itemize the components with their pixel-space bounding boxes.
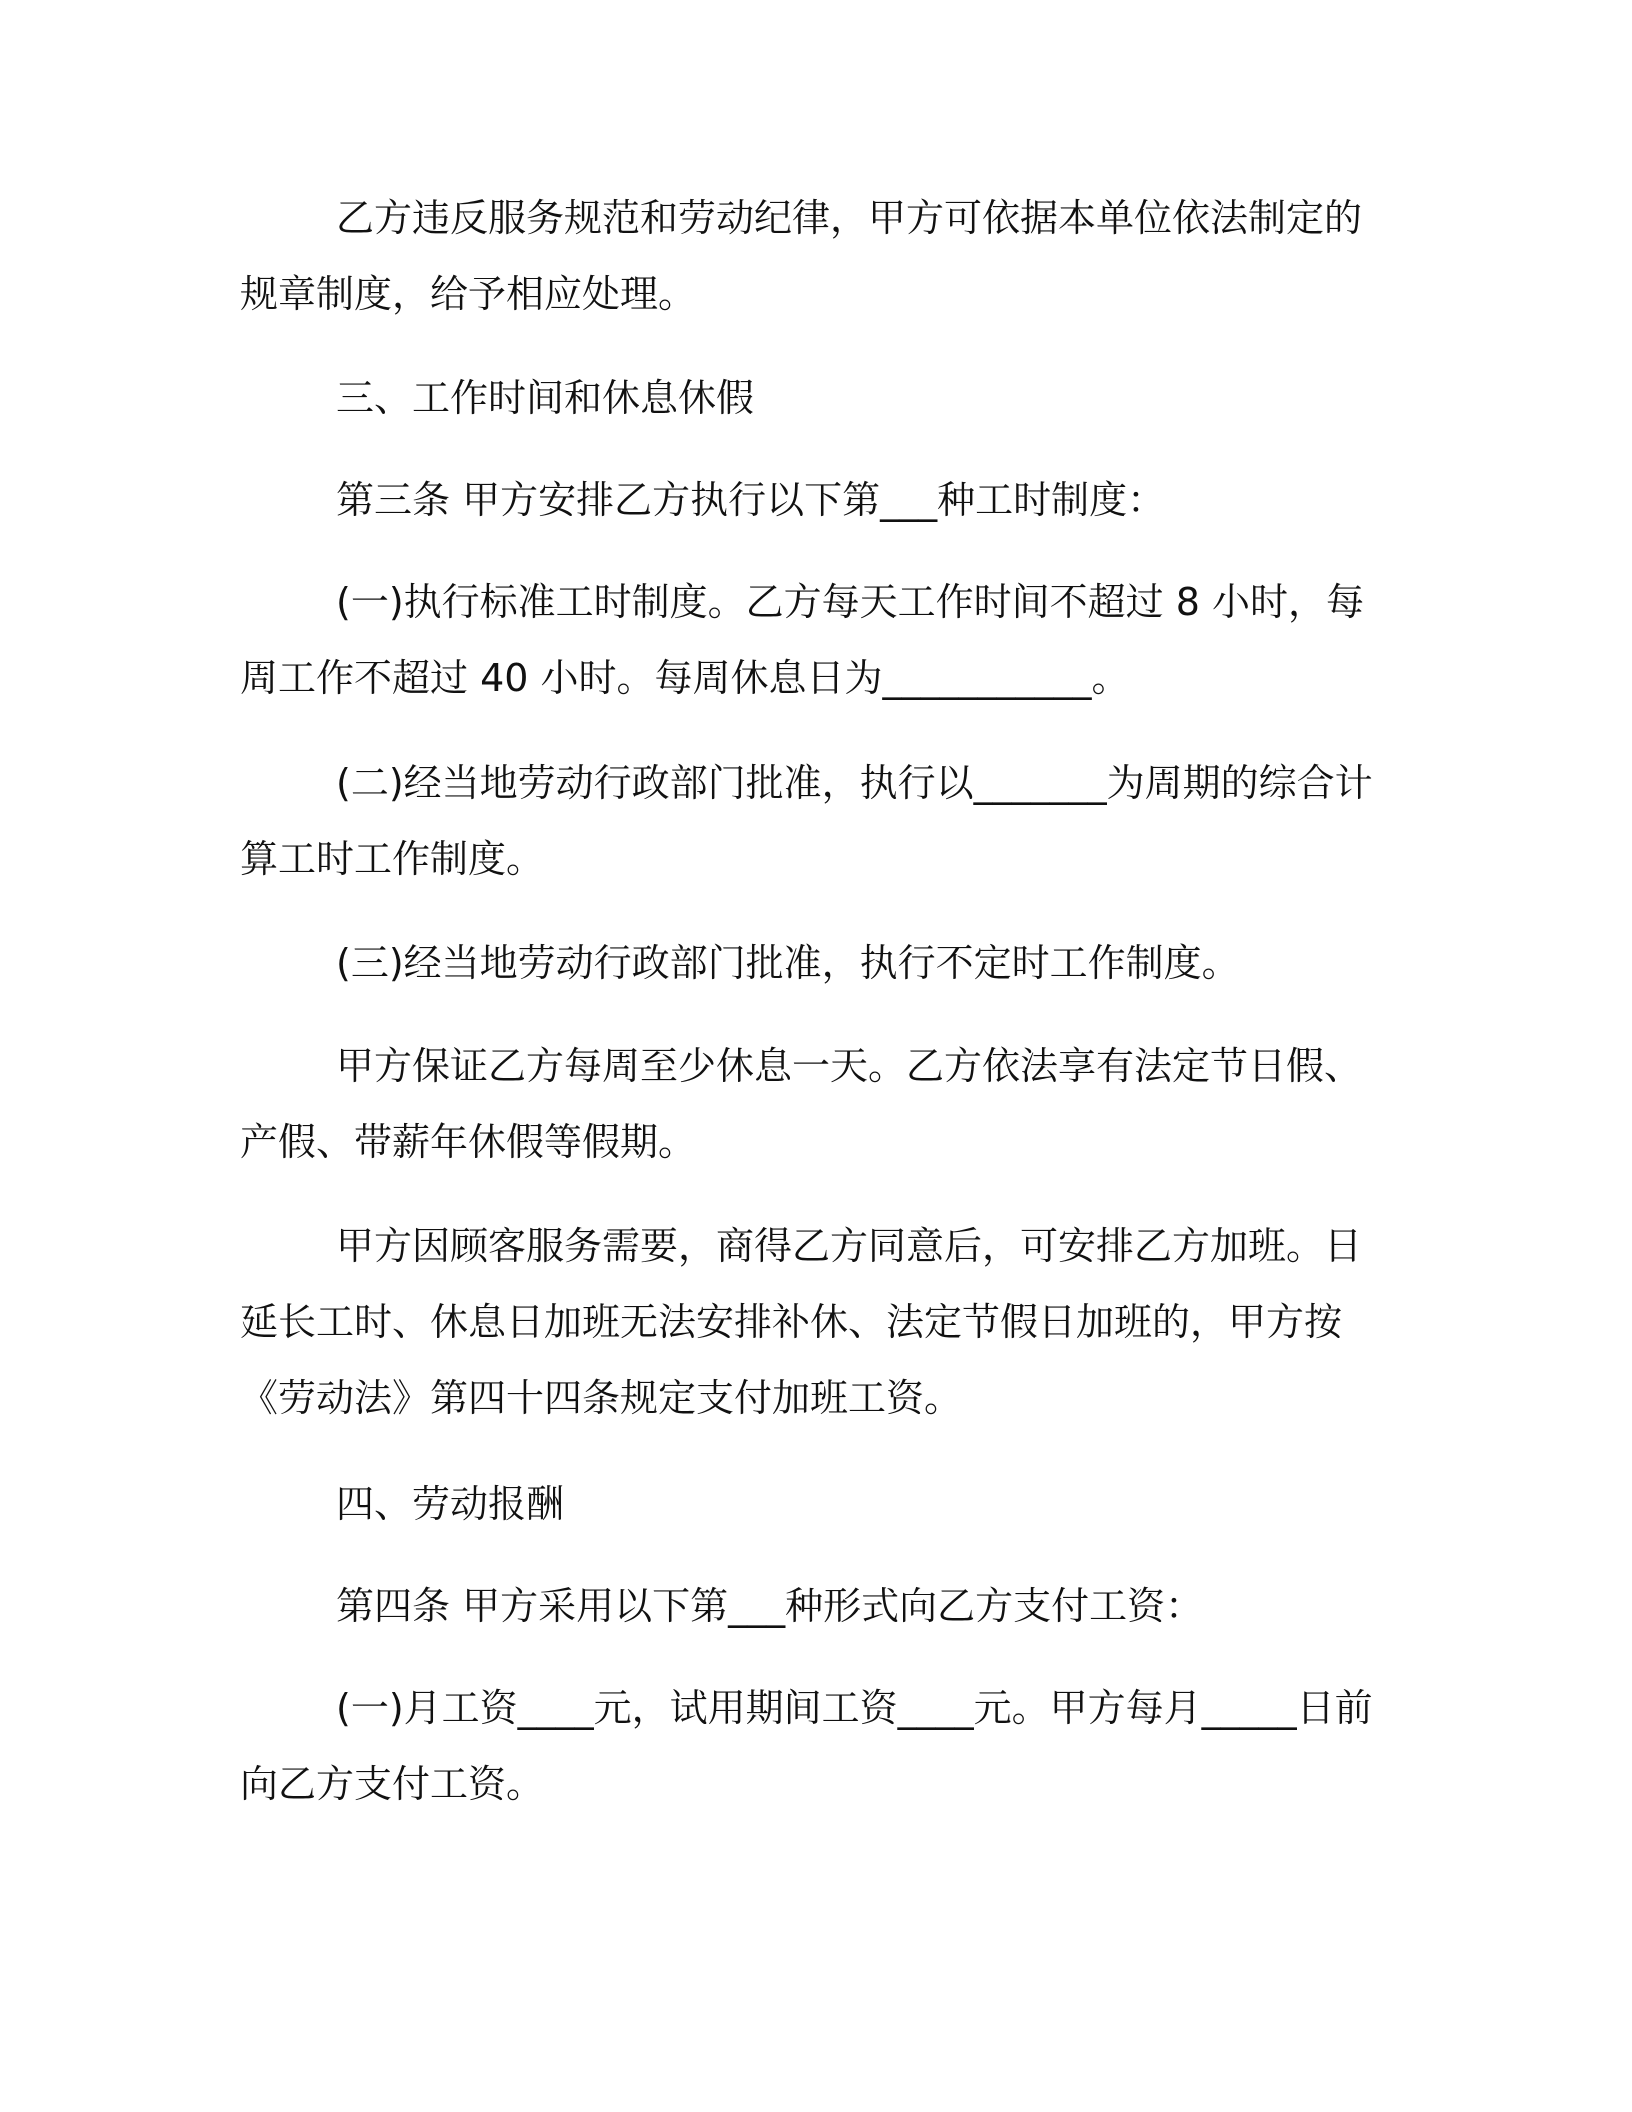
article-four: 第四条 甲方采用以下第___种形式向乙方支付工资： — [336, 1584, 1204, 1628]
section-heading-work-time: 三、工作时间和休息休假 — [336, 376, 755, 420]
paragraph-discipline: 乙方违反服务规范和劳动纪律，甲方可依据本单位依法制定的规章制度，给予相应处理。 — [240, 196, 1363, 316]
clause-monthly-salary: (一)月工资____元，试用期间工资____元。甲方每月_____日前向乙方支付工资。 — [240, 1686, 1373, 1806]
paragraph-overtime: 甲方因顾客服务需要，商得乙方同意后，可安排乙方加班。日延长工时、休息日加班无法安排补休、法定节假日加班的，甲方按《劳动法》第四十四条规定支付加班工资。 — [240, 1224, 1363, 1420]
clause-standard-hours: (一)执行标准工时制度。乙方每天工作时间不超过 8 小时，每周工作不超过 40 小时。每周休息日为___________。 — [240, 580, 1364, 700]
section-heading-remuneration: 四、劳动报酬 — [336, 1482, 565, 1526]
paragraph-rest-days: 甲方保证乙方每周至少休息一天。乙方依法享有法定节日假、产假、带薪年休假等假期。 — [240, 1044, 1363, 1164]
clause-comprehensive-hours: (二)经当地劳动行政部门批准，执行以_______为周期的综合计算工时工作制度。 — [240, 761, 1373, 881]
clause-flexible-hours: (三)经当地劳动行政部门批准，执行不定时工作制度。 — [336, 941, 1240, 985]
article-three: 第三条 甲方安排乙方执行以下第___种工时制度： — [336, 478, 1166, 522]
